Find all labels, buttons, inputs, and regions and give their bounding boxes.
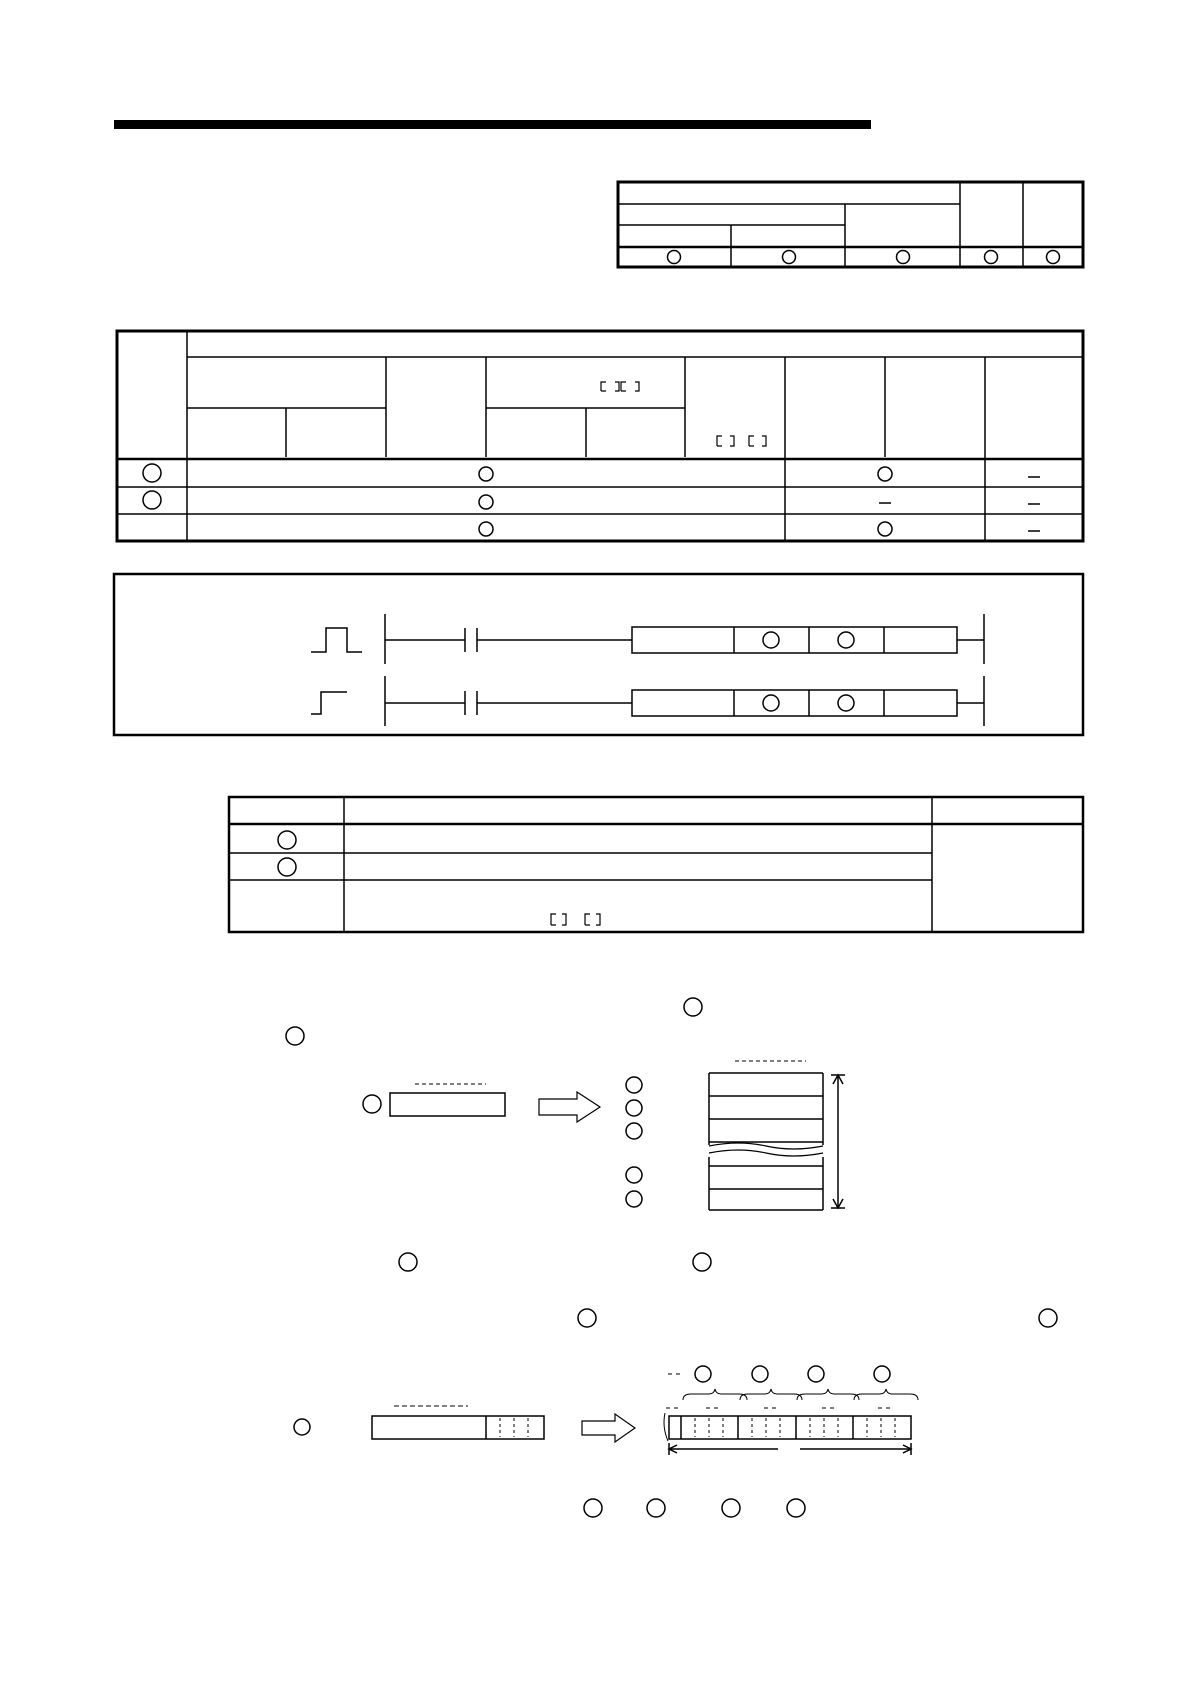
cpu-mark [897,251,910,264]
operand-ref-mark [584,1499,602,1517]
operand-ref-mark [722,1499,740,1517]
cpu-mark [668,251,681,264]
transfer-arrow [539,1092,600,1122]
ladder-diagram [114,574,1083,735]
operand-ref-mark [647,1499,665,1517]
heading-rule [114,120,871,129]
operand-mark [278,831,296,849]
operand-ref-mark [684,998,702,1016]
operand-ref-mark [787,1499,805,1517]
setting-data-table [229,797,1083,932]
usable-devices-table [117,331,1083,541]
operand-ref-mark [693,1253,711,1271]
device-mark [479,467,493,481]
device-mark [878,522,892,536]
operand-ref-mark [1039,1309,1057,1327]
rung-1 [385,627,984,653]
rising-edge-symbol [311,692,347,714]
operand-ref-mark [578,1309,596,1327]
operand-ref-mark [399,1253,417,1271]
transfer-arrow [582,1414,635,1442]
operand-ref-mark [286,1027,304,1045]
pulse-symbol [311,628,362,652]
device-mark [479,495,493,509]
operand-mark [143,491,161,509]
function-figure-2 [294,1366,918,1455]
applicable-cpu-table [618,182,1083,267]
device-mark [878,467,892,481]
device-mark [479,522,493,536]
cpu-mark [1047,251,1060,264]
function-figure-1 [363,1061,845,1210]
cpu-mark [985,251,998,264]
rung-2 [385,690,984,716]
operand-mark [143,464,161,482]
operand-mark [278,858,296,876]
cpu-mark [783,251,796,264]
